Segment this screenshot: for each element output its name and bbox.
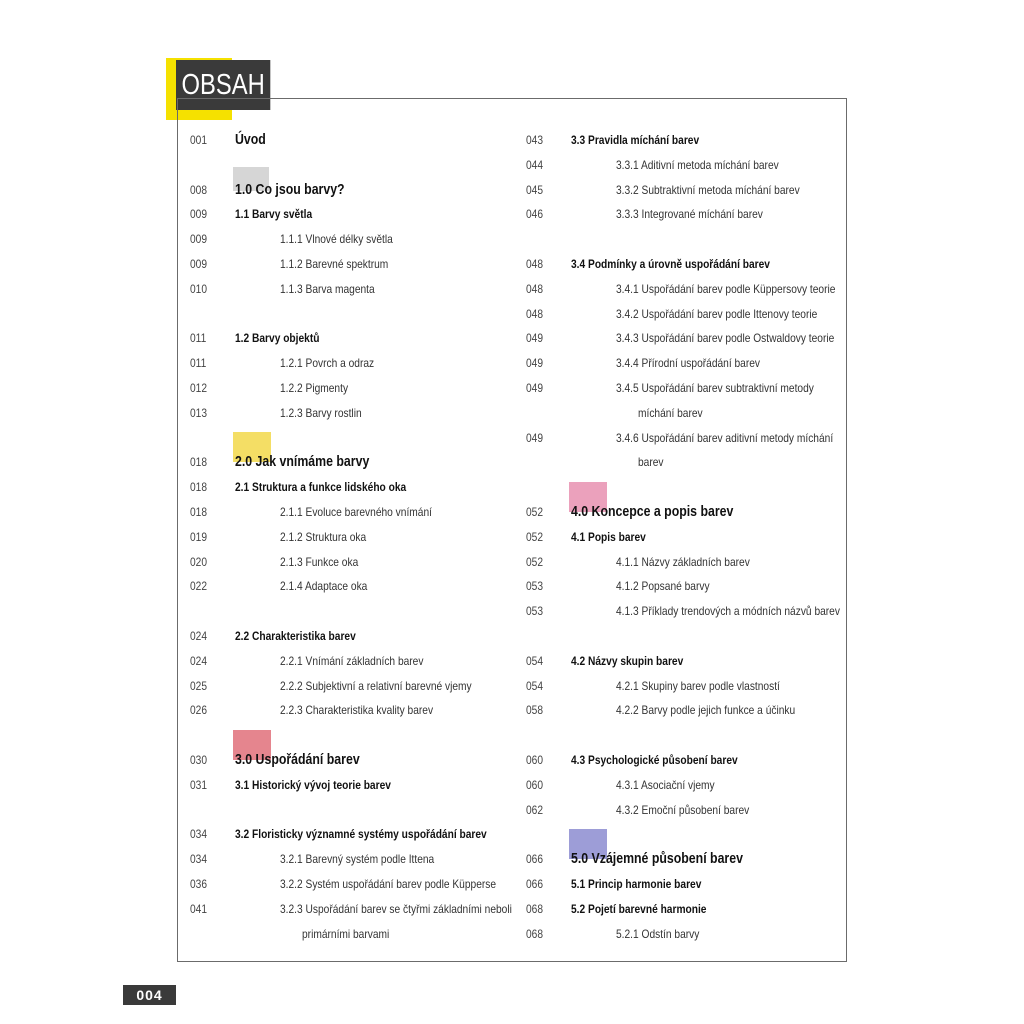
toc-entry[interactable] <box>526 351 846 376</box>
page-title: OBSAH <box>176 60 270 110</box>
toc-entry[interactable] <box>190 128 510 153</box>
toc-page-number: 026 <box>190 703 208 718</box>
toc-page-number: 018 <box>190 480 208 495</box>
toc-entry[interactable] <box>526 178 846 203</box>
toc-spacer <box>190 599 510 624</box>
toc-entry[interactable] <box>190 574 510 599</box>
toc-page-number: 053 <box>526 579 544 594</box>
toc-entry-title: 3.0 Uspořádání barev <box>235 751 360 768</box>
toc-page-number: 068 <box>526 926 544 941</box>
toc-entry-title: 4.2 Názvy skupin barev <box>571 653 684 668</box>
toc-page-number: 053 <box>526 604 544 619</box>
toc-page-number: 031 <box>190 777 208 792</box>
toc-page-number: 011 <box>190 331 207 346</box>
toc-entry-title: 3.3.3 Integrované míchání barev <box>616 207 763 222</box>
toc-entry-title: 3.4.6 Uspořádání barev aditivní metody míchání <box>616 430 834 445</box>
page-number: 004 <box>123 985 176 1005</box>
toc-entry[interactable] <box>190 872 510 897</box>
toc-page-number: 030 <box>190 752 208 767</box>
toc-entry-title: barev <box>638 455 664 470</box>
toc-entry[interactable] <box>526 674 846 699</box>
toc-entry[interactable] <box>526 599 846 624</box>
toc-entry[interactable] <box>190 698 510 723</box>
toc-entry[interactable] <box>526 897 846 922</box>
toc-entry[interactable] <box>190 401 510 426</box>
toc-entry[interactable] <box>526 153 846 178</box>
toc-entry-title: 3.3.2 Subtraktivní metoda míchání barev <box>616 182 800 197</box>
toc-entry-title: 3.4.1 Uspořádání barev podle Küppersovy teorie <box>616 281 836 296</box>
toc-entry[interactable] <box>190 847 510 872</box>
toc-entry[interactable] <box>526 202 846 227</box>
toc-entry-title: 3.4 Podmínky a úrovně uspořádání barev <box>571 256 770 271</box>
toc-page-number: 054 <box>526 653 544 668</box>
toc-entry-title: 3.2.3 Uspořádání barev se čtyřmi základními neboli <box>280 901 512 916</box>
toc-entry[interactable] <box>526 401 846 426</box>
toc-entry-title: 1.1.2 Barevné spektrum <box>280 256 389 271</box>
toc-page-number: 068 <box>526 901 544 916</box>
toc-page-number: 058 <box>526 703 544 718</box>
toc-entry[interactable] <box>526 798 846 823</box>
toc-entry[interactable] <box>526 426 846 451</box>
toc-page-number: 043 <box>526 133 544 147</box>
toc-entry[interactable] <box>190 351 510 376</box>
toc-entry-title: 4.1.3 Příklady trendových a módních názvů barev <box>616 604 840 619</box>
toc-page-number: 010 <box>190 281 208 296</box>
toc-entry[interactable] <box>526 922 846 947</box>
toc-entry[interactable] <box>526 574 846 599</box>
toc-entry-title: Úvod <box>235 132 266 148</box>
toc-page-number: 060 <box>526 777 544 792</box>
toc-entry-title: 4.1 Popis barev <box>571 529 646 544</box>
toc-entry-title: 2.2.3 Charakteristika kvality barev <box>280 703 434 718</box>
toc-entry[interactable] <box>190 252 510 277</box>
toc-page-number: 034 <box>190 852 208 867</box>
toc-page-number: 066 <box>526 876 544 891</box>
toc-entry-title: 2.1.3 Funkce oka <box>280 554 359 569</box>
toc-entry-title: 2.0 Jak vnímáme barvy <box>235 454 370 471</box>
toc-spacer <box>526 227 846 252</box>
toc-entry[interactable] <box>526 376 846 401</box>
toc-entry-title: 2.2 Charakteristika barev <box>235 628 356 643</box>
toc-page-number: 012 <box>190 380 208 395</box>
toc-entry-title: míchání barev <box>638 405 703 420</box>
toc-entry[interactable] <box>190 202 510 227</box>
toc-page-number: 062 <box>526 802 544 817</box>
toc-entry[interactable] <box>190 748 510 773</box>
toc-page-number: 009 <box>190 256 208 271</box>
toc-entry[interactable] <box>526 649 846 674</box>
toc-entry-title: 1.2.2 Pigmenty <box>280 380 349 395</box>
toc-entry-title: 5.1 Princip harmonie barev <box>571 876 702 891</box>
toc-entry-title: 3.4.4 Přírodní uspořádání barev <box>616 356 761 371</box>
toc-entry[interactable] <box>190 277 510 302</box>
toc-spacer <box>190 798 510 823</box>
toc-entry-title: 1.0 Co jsou barvy? <box>235 181 345 198</box>
toc-page-number: 048 <box>526 281 544 296</box>
toc-page-number: 019 <box>190 529 208 544</box>
toc-entry[interactable] <box>526 277 846 302</box>
toc-entry[interactable] <box>190 450 510 475</box>
toc-entry[interactable] <box>190 922 510 947</box>
toc-spacer <box>190 302 510 327</box>
toc-entry-title: 4.1.1 Názvy základních barev <box>616 554 750 569</box>
toc-entry[interactable] <box>190 624 510 649</box>
toc-entry[interactable] <box>190 822 510 847</box>
toc-page-number: 048 <box>526 306 544 321</box>
toc-entry-title: 1.2.3 Barvy rostlin <box>280 405 362 420</box>
toc-page-number: 025 <box>190 678 208 693</box>
toc-page-number: 045 <box>526 182 544 197</box>
toc-spacer <box>190 153 510 178</box>
toc-page-number: 052 <box>526 529 544 544</box>
toc-page-number: 049 <box>526 430 544 445</box>
toc-column-right <box>526 128 846 946</box>
toc-entry[interactable] <box>526 302 846 327</box>
toc-page-number: 009 <box>190 207 208 222</box>
toc-page-number: 049 <box>526 380 544 395</box>
toc-page-number: 054 <box>526 678 544 693</box>
toc-page-number: 018 <box>190 504 208 519</box>
toc-entry[interactable] <box>190 674 510 699</box>
toc-entry[interactable] <box>526 847 846 872</box>
toc-entry-title: 1.1.3 Barva magenta <box>280 281 375 296</box>
toc-entry-title: 3.3 Pravidla míchání barev <box>571 133 700 147</box>
toc-entry-title: 2.1 Struktura a funkce lidského oka <box>235 480 407 495</box>
toc-page-number: 013 <box>190 405 208 420</box>
toc-entry-title: 4.2.2 Barvy podle jejich funkce a účinku <box>616 703 796 718</box>
toc-entry[interactable] <box>190 475 510 500</box>
toc-entry[interactable] <box>190 326 510 351</box>
toc-entry[interactable] <box>526 872 846 897</box>
toc-page-number: 024 <box>190 628 208 643</box>
toc-entry-title: 4.0 Koncepce a popis barev <box>571 503 734 520</box>
toc-page-number: 009 <box>190 232 208 247</box>
toc-page-number: 046 <box>526 207 544 222</box>
toc-entry[interactable] <box>190 227 510 252</box>
toc-entry-title: 2.2.1 Vnímání základních barev <box>280 653 424 668</box>
toc-entry-title: 4.3 Psychologické působení barev <box>571 752 738 767</box>
toc-entry[interactable] <box>526 748 846 773</box>
toc-entry[interactable] <box>190 897 510 922</box>
toc-entry-title: 2.2.2 Subjektivní a relativní barevné vjemy <box>280 678 472 693</box>
toc-entry-title: 2.1.1 Evoluce barevného vnímání <box>280 504 432 519</box>
toc-page-number: 020 <box>190 554 208 569</box>
toc-page-number: 049 <box>526 331 544 346</box>
toc-entry-title: 1.1 Barvy světla <box>235 207 313 222</box>
toc-page-number: 024 <box>190 653 208 668</box>
toc-page-number: 060 <box>526 752 544 767</box>
toc-page-number: 052 <box>526 504 544 519</box>
toc-page-number: 022 <box>190 579 208 594</box>
toc-page-number: 018 <box>190 455 208 470</box>
toc-entry-title: 3.1 Historický vývoj teorie barev <box>235 777 391 792</box>
toc-spacer <box>526 624 846 649</box>
toc-entry[interactable] <box>190 376 510 401</box>
toc-entry-title: 1.1.1 Vlnové délky světla <box>280 232 393 247</box>
toc-entry[interactable] <box>526 773 846 798</box>
toc-entry-title: 4.3.1 Asociační vjemy <box>616 777 715 792</box>
toc-page-number: 008 <box>190 182 208 197</box>
toc-entry[interactable] <box>526 252 846 277</box>
toc-entry[interactable] <box>190 500 510 525</box>
toc-entry-title: 3.4.5 Uspořádání barev subtraktivní metody <box>616 380 814 395</box>
toc-entry-title: 1.2.1 Povrch a odraz <box>280 356 375 371</box>
toc-entry-title: 2.1.2 Struktura oka <box>280 529 367 544</box>
toc-entry-title: 5.2.1 Odstín barvy <box>616 926 700 941</box>
toc-spacer <box>526 723 846 748</box>
toc-page-number: 034 <box>190 827 208 842</box>
toc-entry[interactable] <box>190 773 510 798</box>
toc-entry[interactable] <box>190 550 510 575</box>
toc-entry[interactable] <box>190 649 510 674</box>
toc-entry[interactable] <box>190 178 510 203</box>
toc-entry-title: 3.2 Floristicky významné systémy uspořádání barev <box>235 827 487 842</box>
toc-entry-title: 3.3.1 Aditivní metoda míchání barev <box>616 157 779 172</box>
toc-page-number: 036 <box>190 876 208 891</box>
toc-entry-title: 4.3.2 Emoční působení barev <box>616 802 750 817</box>
toc-column-left <box>190 128 510 946</box>
toc-entry-title: 3.4.3 Uspořádání barev podle Ostwaldovy teorie <box>616 331 835 346</box>
toc-page-number: 052 <box>526 554 544 569</box>
toc-entry[interactable] <box>526 698 846 723</box>
toc-entry[interactable] <box>526 128 846 153</box>
toc-entry-title: 1.2 Barvy objektů <box>235 331 320 346</box>
toc-page-number: 011 <box>190 356 207 371</box>
toc-entry-title: 3.2.2 Systém uspořádání barev podle Küpperse <box>280 876 497 891</box>
toc-entry[interactable] <box>526 326 846 351</box>
toc-entry-title: 2.1.4 Adaptace oka <box>280 579 368 594</box>
toc-page-number: 066 <box>526 852 544 867</box>
toc-page-number: 044 <box>526 157 544 172</box>
toc-entry[interactable] <box>190 525 510 550</box>
toc-entry-title: 5.2 Pojetí barevné harmonie <box>571 901 707 916</box>
toc-entry-title: 3.4.2 Uspořádání barev podle Ittenovy teorie <box>616 306 818 321</box>
toc-entry[interactable] <box>526 450 846 475</box>
toc-page-number: 041 <box>190 901 208 916</box>
toc-page-number: 049 <box>526 356 544 371</box>
toc-page-number: 048 <box>526 256 544 271</box>
toc-entry-title: 3.2.1 Barevný systém podle Ittena <box>280 852 435 867</box>
toc-entry[interactable] <box>526 550 846 575</box>
toc-page-number: 001 <box>190 133 208 147</box>
toc-entry-title: primárními barvami <box>302 926 390 941</box>
toc-entry-title: 4.2.1 Skupiny barev podle vlastností <box>616 678 780 693</box>
toc-entry[interactable] <box>526 500 846 525</box>
toc-entry[interactable] <box>526 525 846 550</box>
toc-entry-title: 4.1.2 Popsané barvy <box>616 579 710 594</box>
toc-entry-title: 5.0 Vzájemné působení barev <box>571 851 743 868</box>
